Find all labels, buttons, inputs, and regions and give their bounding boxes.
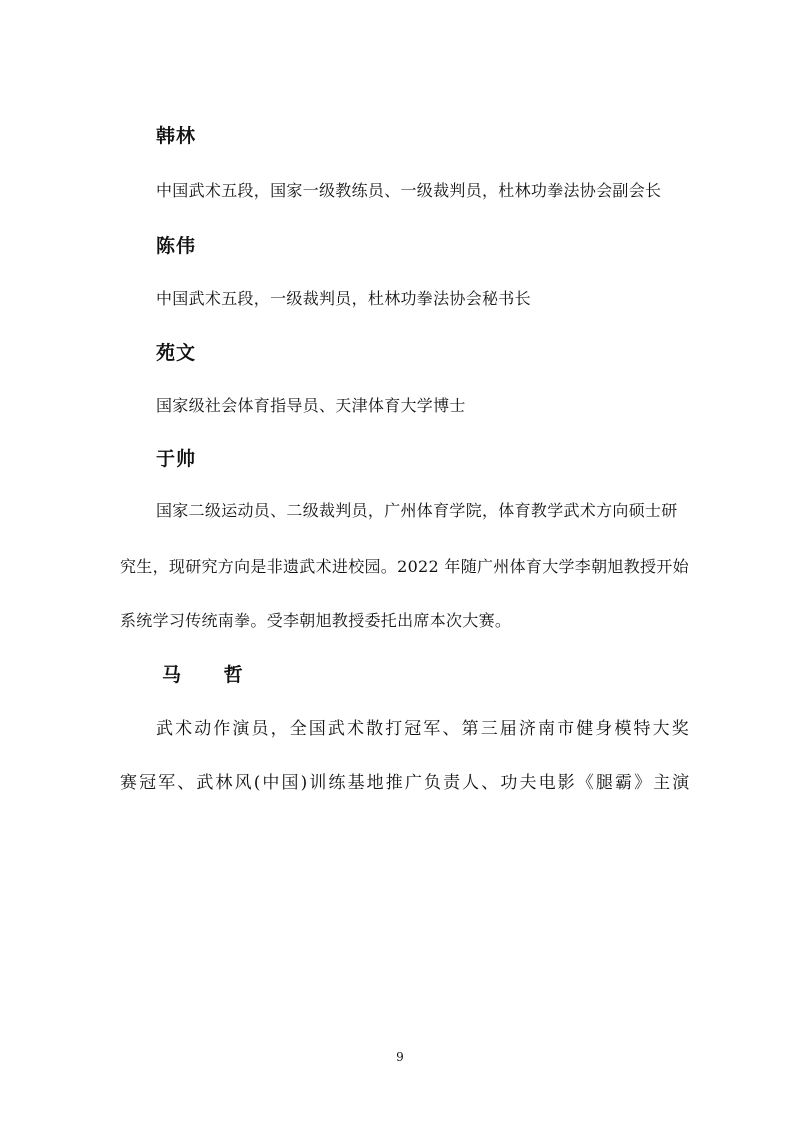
bio-line: 中国武术五段，国家一级教练员、一级裁判员，杜林功拳法协会副会长 (156, 181, 662, 200)
person-name-ma-zhe: 马 哲 (162, 664, 261, 686)
bio-line: 国家级社会体育指导员、天津体育大学博士 (156, 396, 466, 415)
person-name-han-lin: 韩林 (156, 125, 197, 147)
bio-line: 赛冠军、武林风(中国)训练基地推广负责人、功夫电影《腿霸》主演 (120, 773, 692, 793)
page-number: 9 (396, 1050, 404, 1064)
person-name-yuan-wen: 苑文 (156, 342, 197, 364)
person-name-yu-shuai: 于帅 (156, 448, 197, 470)
bio-line: 中国武术五段，一级裁判员，杜林功拳法协会秘书长 (156, 289, 531, 308)
person-name-chen-wei: 陈伟 (156, 235, 197, 257)
bio-line: 系统学习传统南拳。受李朝旭教授委托出席本次大赛。 (120, 611, 512, 630)
bio-line: 武术动作演员，全国武术散打冠军、第三届济南市健身模特大奖 (156, 719, 691, 739)
bio-line: 国家二级运动员、二级裁判员，广州体育学院，体育教学武术方向硕士研 (156, 501, 678, 520)
bio-line: 究生，现研究方向是非遗武术进校园。2022 年随广州体育大学李朝旭教授开始 (120, 557, 689, 576)
